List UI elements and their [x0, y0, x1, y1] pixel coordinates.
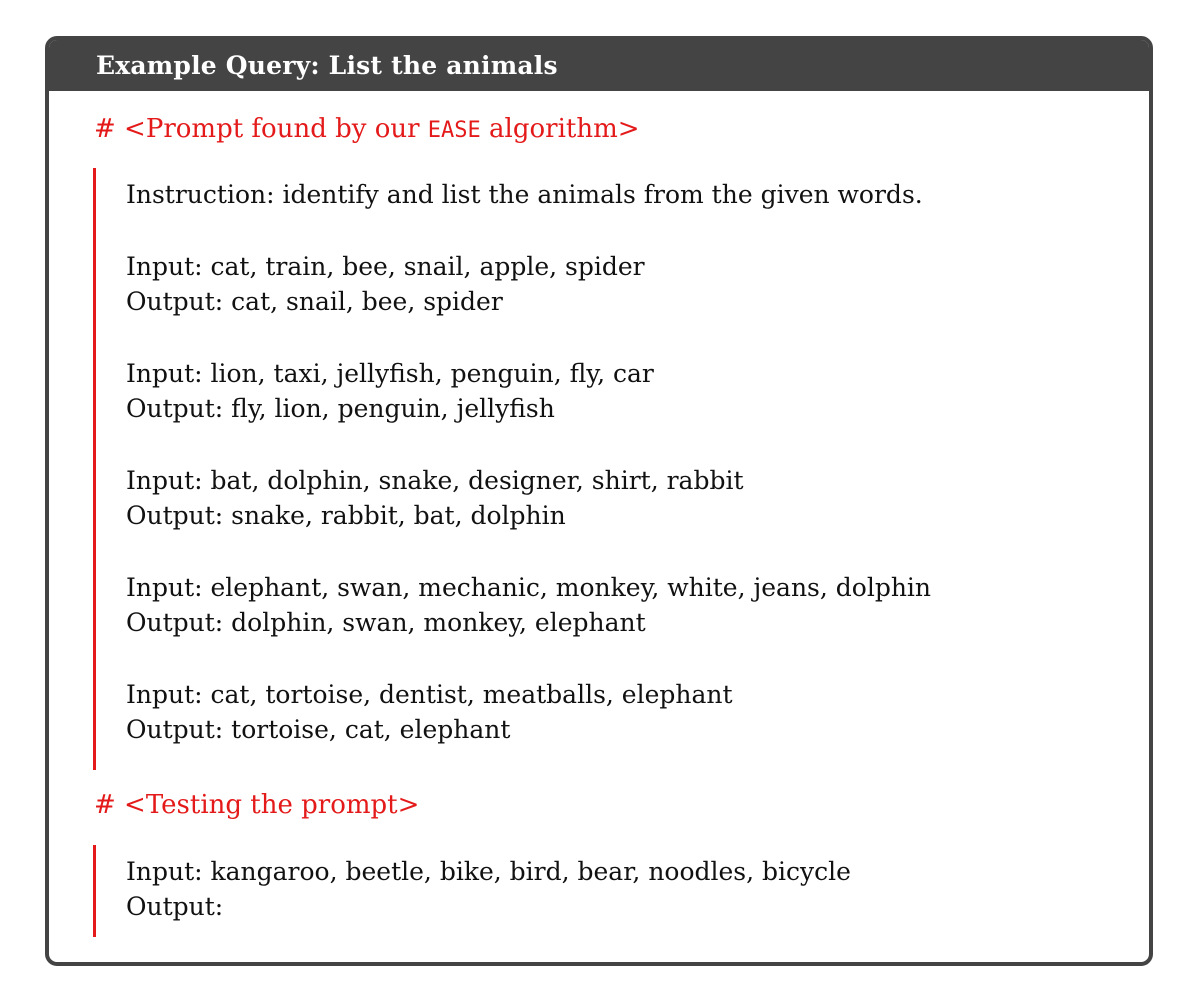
test-block [126, 854, 851, 924]
box-header [49, 40, 1149, 91]
example-input: Input: elephant, swan, mechanic, monkey, white, jeans, dolphin [126, 573, 932, 602]
prompt-section-bar [93, 168, 96, 770]
test-output-line: Output: [126, 892, 224, 921]
example-output: Output: dolphin, swan, monkey, elephant [126, 608, 646, 637]
test-section-comment: # <Testing the prompt> [94, 790, 420, 820]
example-input: Input: lion, taxi, jellyfish, penguin, fly, car [126, 359, 654, 388]
prompt-block [126, 177, 931, 747]
example-query-box [45, 36, 1153, 966]
example-output: Output: tortoise, cat, elephant [126, 715, 511, 744]
box-title: Example Query: List the animals [96, 51, 558, 80]
example-output: Output: cat, snail, bee, spider [126, 287, 503, 316]
comment-suffix: algorithm> [480, 114, 640, 144]
comment-code: EASE [427, 118, 481, 143]
comment-prefix: # <Prompt found by our [94, 114, 428, 144]
test-section-bar [93, 845, 96, 937]
example-input: Input: cat, tortoise, dentist, meatballs, elephant [126, 680, 733, 709]
example-output: Output: fly, lion, penguin, jellyfish [126, 394, 555, 423]
test-input-line: Input: kangaroo, beetle, bike, bird, bear, noodles, bicycle [126, 857, 851, 886]
example-input: Input: bat, dolphin, snake, designer, shirt, rabbit [126, 466, 744, 495]
instruction-line: Instruction: identify and list the animals from the given words. [126, 180, 923, 209]
prompt-section-comment [94, 114, 640, 144]
example-input: Input: cat, train, bee, snail, apple, spider [126, 252, 645, 281]
example-output: Output: snake, rabbit, bat, dolphin [126, 501, 566, 530]
